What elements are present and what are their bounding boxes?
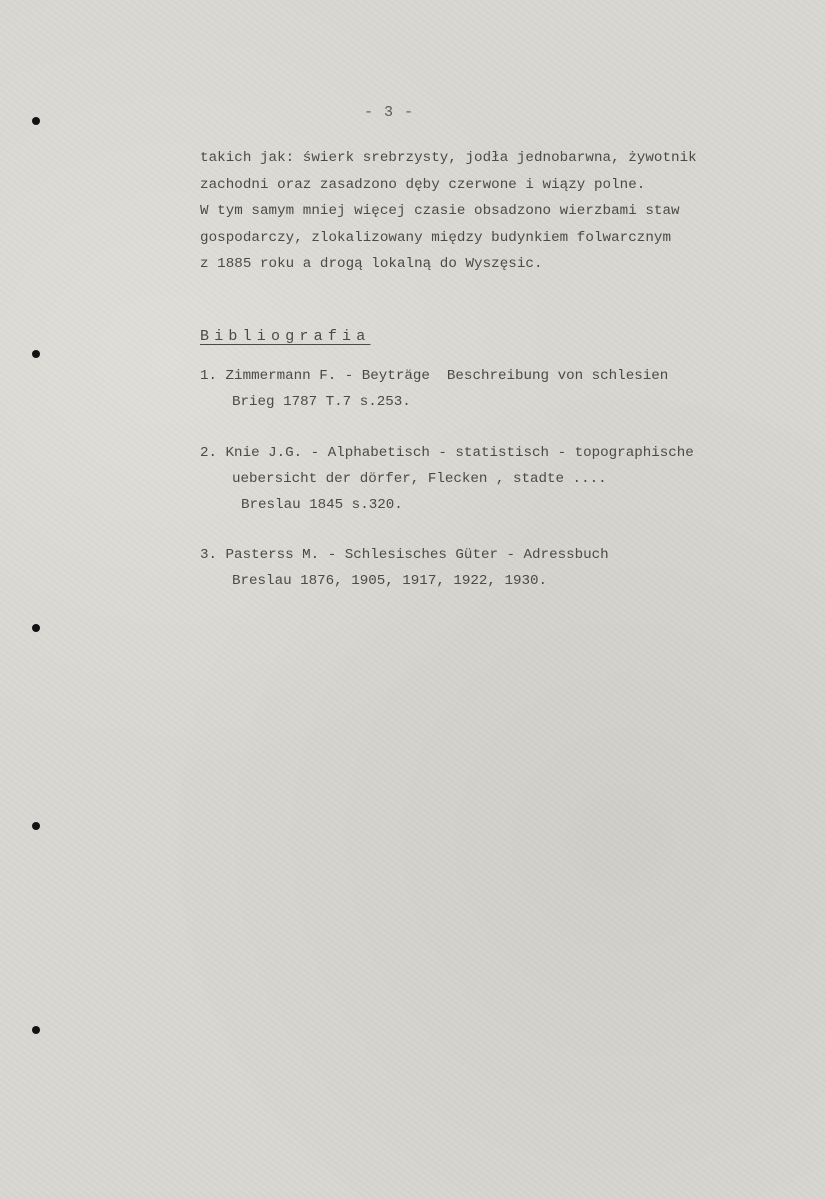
paragraph-line: zachodni oraz zasadzono dęby czerwone i wiązy polne. — [200, 176, 646, 193]
punch-hole-icon — [32, 822, 40, 830]
bibliography-entry-line: Brieg 1787 T.7 s.253. — [232, 394, 411, 410]
punch-hole-icon — [32, 117, 40, 125]
bibliography-entry-3 — [200, 542, 800, 594]
page-number: - 3 - — [364, 104, 415, 121]
paragraph-line: z 1885 roku a drogą lokalną do Wyszęsic. — [200, 256, 543, 273]
bibliography-entry-line — [200, 440, 800, 466]
paragraph-line: gospodarczy, zlokalizowany między budynkiem folwarcznym — [200, 229, 672, 246]
body-paragraph — [200, 145, 800, 278]
paragraph-line: W tym samym mniej więcej czasie obsadzono wierzbami staw — [200, 203, 680, 220]
punch-hole-icon — [32, 624, 40, 632]
bibliography-entry-line — [200, 363, 800, 389]
bibliography-entry-line: uebersicht der dörfer, Flecken , stadte .... — [232, 471, 607, 487]
bibliography-entry-line: Breslau 1845 s.320. — [241, 497, 403, 513]
punch-hole-icon — [32, 350, 40, 358]
entry-text: Zimmermann F. - Beyträge Beschreibung von schlesien — [225, 368, 669, 384]
entry-number: 3. — [200, 547, 218, 563]
entry-number: 2. — [200, 445, 218, 461]
entry-number: 1. — [200, 368, 218, 384]
bibliography-heading: Bibliografia — [200, 328, 371, 345]
bibliography-entry-line: Breslau 1876, 1905, 1917, 1922, 1930. — [232, 573, 548, 589]
punch-hole-icon — [32, 1026, 40, 1034]
paragraph-line: takich jak: świerk srebrzysty, jodła jednobarwna, żywotnik — [200, 150, 697, 166]
entry-text: Pasterss M. - Schlesisches Güter - Adressbuch — [225, 547, 609, 563]
bibliography-entry-2 — [200, 440, 800, 518]
bibliography-entry-line — [200, 542, 800, 568]
entry-text: Knie J.G. - Alphabetisch - statistisch - topographische — [225, 445, 694, 461]
bibliography-entry-1 — [200, 363, 800, 415]
